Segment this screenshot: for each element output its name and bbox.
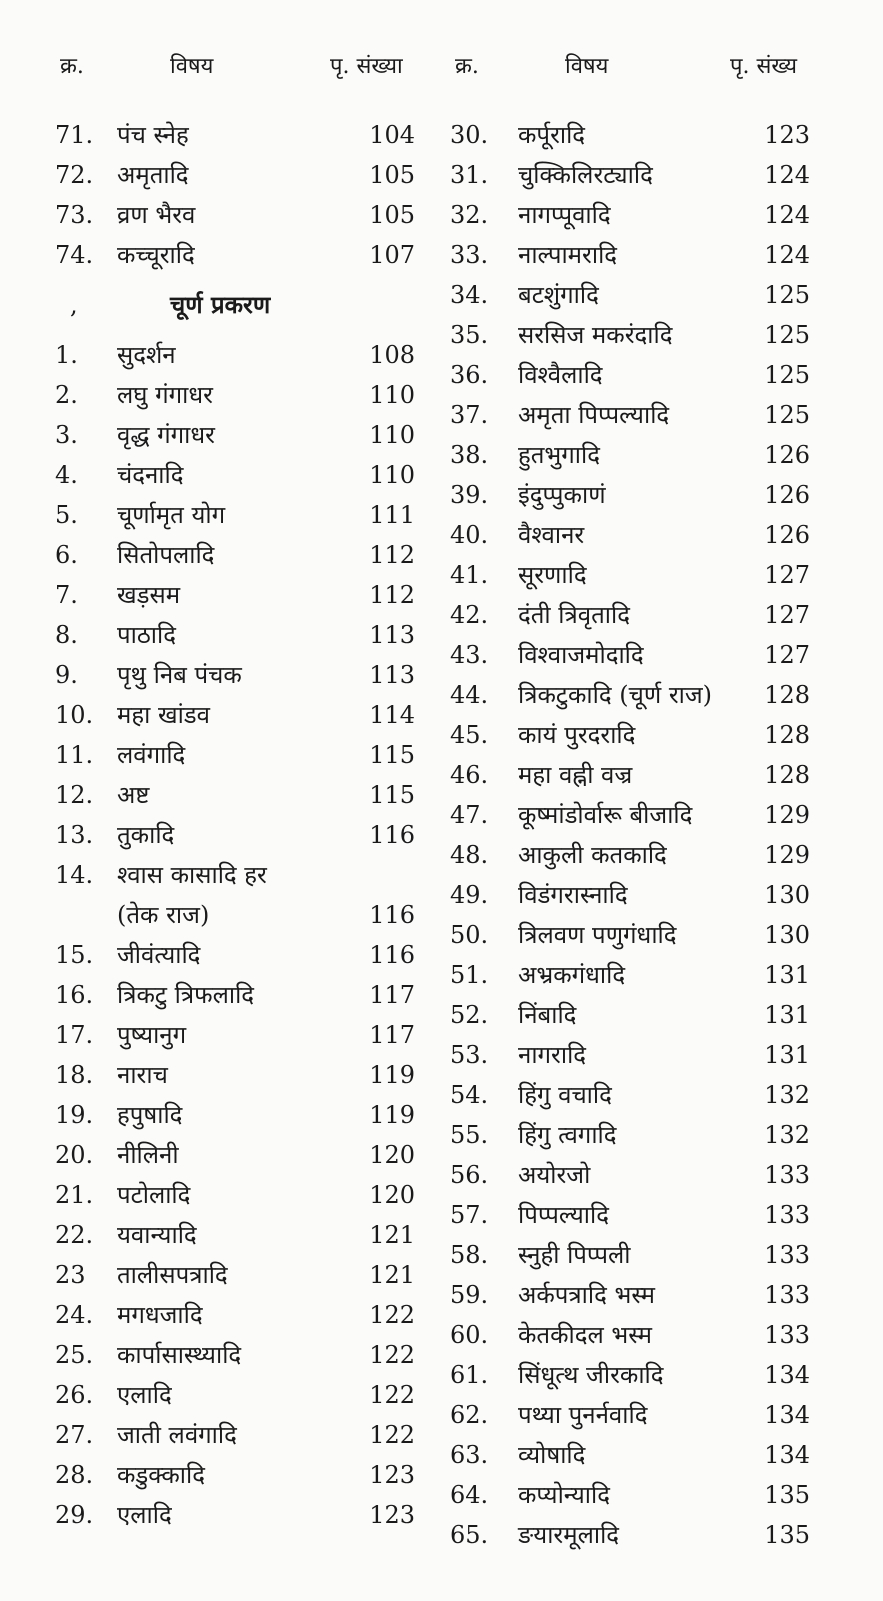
toc-entry <box>450 555 810 595</box>
entry-title: पुष्यानुग <box>117 1021 187 1049</box>
header-page-label: पृ. संख्य <box>730 54 797 79</box>
entry-number: 4. <box>55 461 78 489</box>
toc-entry <box>55 855 415 895</box>
entry-number: 40. <box>450 521 489 549</box>
toc-entry <box>450 1315 810 1355</box>
toc-entry <box>450 1115 810 1155</box>
entry-title: नागरादि <box>518 1041 587 1069</box>
toc-entry <box>55 1135 415 1175</box>
entry-page: 131 <box>764 1001 810 1029</box>
entry-title: खड़सम <box>117 581 181 609</box>
entry-number: 53. <box>450 1041 489 1069</box>
entry-page: 112 <box>369 581 415 609</box>
entry-title: विडंगरास्नादि <box>518 881 628 909</box>
toc-entry <box>450 435 810 475</box>
toc-entry <box>55 1415 415 1455</box>
entry-page: 122 <box>369 1421 415 1449</box>
entry-title: तालीसपत्रादि <box>117 1261 228 1289</box>
entry-title: मगधजादि <box>117 1301 203 1329</box>
entry-page: 125 <box>764 281 810 309</box>
entry-number: 37. <box>450 401 489 429</box>
toc-entry <box>55 415 415 455</box>
toc-entry <box>450 1475 810 1515</box>
toc-entry <box>450 755 810 795</box>
toc-entry <box>55 1055 415 1095</box>
entry-number: 56. <box>450 1161 489 1189</box>
entry-title: ङयारमूलादि <box>518 1521 620 1549</box>
entry-title: पटोलादि <box>117 1181 191 1209</box>
entry-title: सितोपलादि <box>117 541 215 569</box>
entry-number: 39. <box>450 481 489 509</box>
entry-page: 113 <box>369 661 415 689</box>
toc-entry <box>55 335 415 375</box>
entry-title: त्रिकटुकादि (चूर्ण राज) <box>518 681 713 709</box>
entry-number: 7. <box>55 581 78 609</box>
toc-entry <box>55 935 415 975</box>
entry-page: 119 <box>369 1101 415 1129</box>
entry-number: 29. <box>55 1501 94 1529</box>
entry-number: 24. <box>55 1301 94 1329</box>
entry-title: चुक्किलिरट्यादि <box>518 161 653 189</box>
entry-number: 28. <box>55 1461 94 1489</box>
entry-number: 14. <box>55 861 94 889</box>
entry-page: 123 <box>764 121 810 149</box>
entry-page: 122 <box>369 1301 415 1329</box>
entry-title: कडुक्कादि <box>117 1461 205 1489</box>
entry-page: 132 <box>764 1081 810 1109</box>
entry-number: 6. <box>55 541 78 569</box>
entry-page: 130 <box>764 881 810 909</box>
entry-page: 105 <box>369 201 415 229</box>
toc-entry <box>450 275 810 315</box>
toc-entry <box>450 1395 810 1435</box>
toc-entry <box>450 595 810 635</box>
entry-title: सरसिज मकरंदादि <box>518 321 673 349</box>
header-subject-label: विषय <box>170 54 214 79</box>
entry-page: 114 <box>369 701 415 729</box>
entry-page: 131 <box>764 961 810 989</box>
entry-number: 71. <box>55 121 94 149</box>
entry-title: जाती लवंगादि <box>117 1421 237 1449</box>
entry-number: , <box>70 291 78 319</box>
entry-title: अयोरजो <box>518 1161 591 1189</box>
entry-number: 42. <box>450 601 489 629</box>
toc-entry <box>55 975 415 1015</box>
toc-entry <box>450 1155 810 1195</box>
entry-title: हिंगु वचादि <box>518 1081 612 1109</box>
entry-title: बटशुंगादि <box>518 281 599 309</box>
entry-page: 116 <box>369 821 415 849</box>
entry-title: व्योषादि <box>518 1441 586 1469</box>
entry-page: 125 <box>764 321 810 349</box>
entry-page: 120 <box>369 1181 415 1209</box>
entry-number: 31. <box>450 161 489 189</box>
entry-page: 131 <box>764 1041 810 1069</box>
entry-page: 124 <box>764 241 810 269</box>
entry-page: 134 <box>764 1401 810 1429</box>
entry-number: 18. <box>55 1061 94 1089</box>
entry-title: तुकादि <box>117 821 175 849</box>
entry-number: 54. <box>450 1081 489 1109</box>
header-subject-label: विषय <box>565 54 609 79</box>
entry-page: 132 <box>764 1121 810 1149</box>
entry-title: हुतभुगादि <box>518 441 600 469</box>
entry-number: 15. <box>55 941 94 969</box>
entry-number: 57. <box>450 1201 489 1229</box>
toc-entry <box>450 875 810 915</box>
entry-title: अष्ट <box>117 781 150 809</box>
entry-page: 134 <box>764 1441 810 1469</box>
entry-page: 123 <box>369 1501 415 1529</box>
entry-number: 20. <box>55 1141 94 1169</box>
entry-number: 17. <box>55 1021 94 1049</box>
entry-title: लघु गंगाधर <box>117 381 213 409</box>
entry-title: पिप्पल्यादि <box>518 1201 609 1229</box>
entry-number: 38. <box>450 441 489 469</box>
entry-title: निंबादि <box>518 1001 577 1029</box>
toc-entry <box>55 735 415 775</box>
entry-title: कायं पुरदरादि <box>518 721 636 749</box>
toc-entry <box>450 115 810 155</box>
toc-entry <box>55 575 415 615</box>
toc-entry <box>55 1015 415 1055</box>
entry-title: नीलिनी <box>117 1141 179 1169</box>
toc-entry <box>450 395 810 435</box>
entry-title: कूष्मांडोर्वारू बीजादि <box>518 801 693 829</box>
entry-number: 22. <box>55 1221 94 1249</box>
header-page-label: पृ. संख्या <box>330 54 403 79</box>
entry-page: 104 <box>369 121 415 149</box>
entry-page: 119 <box>369 1061 415 1089</box>
toc-entry <box>55 1175 415 1215</box>
entry-number: 21. <box>55 1181 94 1209</box>
entry-page: 135 <box>764 1521 810 1549</box>
entry-title: (तेक राज) <box>117 901 210 929</box>
entry-title: कर्पूरादि <box>518 121 586 149</box>
toc-entry <box>55 615 415 655</box>
entry-page: 115 <box>369 741 415 769</box>
entry-title: पथ्या पुनर्नवादि <box>518 1401 648 1429</box>
toc-entry <box>450 1195 810 1235</box>
entry-title: कार्पासास्थ्यादि <box>117 1341 242 1369</box>
toc-entry <box>450 955 810 995</box>
toc-entry <box>55 535 415 575</box>
entry-title: चंदनादि <box>117 461 184 489</box>
entry-number: 48. <box>450 841 489 869</box>
entry-number: 36. <box>450 361 489 389</box>
entry-title: स्नुही पिप्पली <box>518 1241 631 1269</box>
entry-number: 61. <box>450 1361 489 1389</box>
toc-entry <box>55 775 415 815</box>
entry-page: 129 <box>764 801 810 829</box>
entry-title: अर्कपत्रादि भस्म <box>518 1281 656 1309</box>
entry-title: आकुली कतकादि <box>518 841 667 869</box>
entry-page: 122 <box>369 1341 415 1369</box>
entry-number: 72. <box>55 161 94 189</box>
entry-page: 110 <box>369 461 415 489</box>
entry-title: नाल्पामरादि <box>518 241 618 269</box>
toc-entry <box>55 1375 415 1415</box>
toc-entry <box>450 675 810 715</box>
entry-title: पृथु निब पंचक <box>117 661 242 689</box>
entry-title: हिंगु त्वगादि <box>518 1121 617 1149</box>
entry-number: 32. <box>450 201 489 229</box>
entry-number: 8. <box>55 621 78 649</box>
entry-page: 130 <box>764 921 810 949</box>
entry-title: विश्वैलादि <box>518 361 603 389</box>
toc-entry <box>450 1075 810 1115</box>
entry-title: सूरणादि <box>518 561 587 589</box>
entry-number: 64. <box>450 1481 489 1509</box>
entry-title: कच्चूरादि <box>117 241 195 269</box>
entry-number: 13. <box>55 821 94 849</box>
entry-page: 110 <box>369 381 415 409</box>
entry-page: 126 <box>764 521 810 549</box>
section-title: चूर्ण प्रकरण <box>170 290 271 319</box>
entry-number: 60. <box>450 1321 489 1349</box>
toc-entry <box>55 1295 415 1335</box>
toc-entry <box>55 815 415 855</box>
toc-entry <box>55 155 415 195</box>
entry-number: 10. <box>55 701 94 729</box>
toc-left-column <box>55 115 415 1535</box>
entry-page: 125 <box>764 361 810 389</box>
entry-number: 27. <box>55 1421 94 1449</box>
entry-title: पाठादि <box>117 621 176 649</box>
entry-page: 122 <box>369 1381 415 1409</box>
toc-entry <box>55 1095 415 1135</box>
entry-page: 110 <box>369 421 415 449</box>
entry-page: 129 <box>764 841 810 869</box>
toc-entry <box>450 1275 810 1315</box>
toc-entry <box>450 635 810 675</box>
toc-entry <box>55 455 415 495</box>
toc-right-column <box>450 115 810 1555</box>
entry-title: एलादि <box>117 1381 172 1409</box>
entry-page: 113 <box>369 621 415 649</box>
toc-entry <box>450 795 810 835</box>
entry-number: 51. <box>450 961 489 989</box>
entry-title: महा वह्नी वज्र <box>518 761 633 789</box>
entry-page: 107 <box>369 241 415 269</box>
toc-entry <box>55 1495 415 1535</box>
entry-title: पंच स्नेह <box>117 121 189 149</box>
toc-entry <box>450 1035 810 1075</box>
entry-title: जीवंत्यादि <box>117 941 201 969</box>
entry-number: 65. <box>450 1521 489 1549</box>
entry-title: वैश्वानर <box>518 521 585 549</box>
entry-page: 123 <box>369 1461 415 1489</box>
entry-title: श्वास कासादि हर <box>117 861 267 889</box>
entry-title: इंदुप्पुकाणं <box>518 481 606 509</box>
toc-entry <box>450 235 810 275</box>
entry-number: 11. <box>55 741 94 769</box>
entry-page: 126 <box>764 441 810 469</box>
toc-entry <box>450 1355 810 1395</box>
entry-page: 134 <box>764 1361 810 1389</box>
toc-entry <box>55 115 415 155</box>
entry-page: 117 <box>369 981 415 1009</box>
entry-title: महा खांडव <box>117 701 210 729</box>
entry-page: 124 <box>764 161 810 189</box>
entry-number: 25. <box>55 1341 94 1369</box>
entry-title: एलादि <box>117 1501 172 1529</box>
entry-page: 115 <box>369 781 415 809</box>
entry-title: दंती त्रिवृतादि <box>518 601 630 629</box>
entry-number: 62. <box>450 1401 489 1429</box>
entry-page: 133 <box>764 1281 810 1309</box>
entry-number: 63. <box>450 1441 489 1469</box>
toc-entry <box>55 895 415 935</box>
entry-title: वृद्ध गंगाधर <box>117 421 215 449</box>
toc-entry <box>450 515 810 555</box>
entry-page: 126 <box>764 481 810 509</box>
entry-number: 33. <box>450 241 489 269</box>
entry-page: 112 <box>369 541 415 569</box>
entry-page: 120 <box>369 1141 415 1169</box>
entry-number: 26. <box>55 1381 94 1409</box>
toc-entry <box>450 1235 810 1275</box>
toc-entry <box>450 1515 810 1555</box>
entry-number: 30. <box>450 121 489 149</box>
entry-number: 52. <box>450 1001 489 1029</box>
entry-number: 58. <box>450 1241 489 1269</box>
toc-entry <box>450 155 810 195</box>
entry-number: 2. <box>55 381 78 409</box>
toc-entry <box>450 715 810 755</box>
toc-entry <box>55 655 415 695</box>
entry-number: 74. <box>55 241 94 269</box>
toc-entry <box>55 1455 415 1495</box>
entry-number: 59. <box>450 1281 489 1309</box>
entry-page: 133 <box>764 1321 810 1349</box>
header-num-label: क्र. <box>455 54 479 79</box>
toc-entry <box>55 1335 415 1375</box>
entry-page: 128 <box>764 681 810 709</box>
entry-page: 135 <box>764 1481 810 1509</box>
entry-number: 50. <box>450 921 489 949</box>
entry-number: 44. <box>450 681 489 709</box>
entry-title: त्रिलवण पणुगंधादि <box>518 921 677 949</box>
entry-page: 116 <box>369 941 415 969</box>
entry-title: कप्योन्यादि <box>518 1481 610 1509</box>
header-num-label: क्र. <box>60 54 84 79</box>
entry-page: 108 <box>369 341 415 369</box>
entry-number: 43. <box>450 641 489 669</box>
entry-title: अमृतादि <box>117 161 189 189</box>
entry-title: विश्वाजमोदादि <box>518 641 644 669</box>
toc-entry <box>55 375 415 415</box>
entry-page: 105 <box>369 161 415 189</box>
toc-entry <box>450 995 810 1035</box>
toc-entry <box>450 915 810 955</box>
entry-page: 127 <box>764 601 810 629</box>
section-heading <box>55 275 415 335</box>
entry-number: 55. <box>450 1121 489 1149</box>
entry-number: 16. <box>55 981 94 1009</box>
entry-title: केतकीदल भस्म <box>518 1321 652 1349</box>
entry-number: 9. <box>55 661 78 689</box>
entry-title: हपुषादि <box>117 1101 183 1129</box>
entry-number: 19. <box>55 1101 94 1129</box>
entry-title: सुदर्शन <box>117 341 176 369</box>
toc-entry <box>55 195 415 235</box>
toc-entry <box>450 475 810 515</box>
entry-number: 12. <box>55 781 94 809</box>
toc-entry <box>450 835 810 875</box>
toc-entry <box>450 355 810 395</box>
entry-title: व्रण भैरव <box>117 201 196 229</box>
toc-entry <box>55 1215 415 1255</box>
entry-number: 49. <box>450 881 489 909</box>
toc-entry <box>450 315 810 355</box>
toc-entry <box>55 1255 415 1295</box>
entry-title: चूर्णामृत योग <box>117 501 226 529</box>
entry-page: 133 <box>764 1241 810 1269</box>
entry-number: 47. <box>450 801 489 829</box>
entry-page: 111 <box>369 501 415 529</box>
entry-title: त्रिकटु त्रिफलादि <box>117 981 255 1009</box>
entry-number: 45. <box>450 721 489 749</box>
entry-number: 73. <box>55 201 94 229</box>
entry-page: 127 <box>764 641 810 669</box>
entry-page: 133 <box>764 1201 810 1229</box>
entry-title: लवंगादि <box>117 741 186 769</box>
entry-number: 1. <box>55 341 78 369</box>
entry-page: 121 <box>369 1221 415 1249</box>
toc-entry <box>55 235 415 275</box>
entry-page: 128 <box>764 721 810 749</box>
entry-title: सिंधूत्थ जीरकादि <box>518 1361 664 1389</box>
entry-title: नागप्पूवादि <box>518 201 611 229</box>
entry-page: 127 <box>764 561 810 589</box>
entry-number: 5. <box>55 501 78 529</box>
entry-title: यवान्यादि <box>117 1221 197 1249</box>
entry-number: 3. <box>55 421 78 449</box>
entry-page: 124 <box>764 201 810 229</box>
entry-page: 128 <box>764 761 810 789</box>
entry-title: नाराच <box>117 1061 168 1089</box>
toc-entry <box>55 495 415 535</box>
entry-number: 46. <box>450 761 489 789</box>
entry-number: 34. <box>450 281 489 309</box>
entry-title: अभ्रकगंधादि <box>518 961 626 989</box>
entry-number: 35. <box>450 321 489 349</box>
entry-number: 41. <box>450 561 489 589</box>
toc-entry <box>450 195 810 235</box>
entry-title: अमृता पिप्पल्यादि <box>518 401 670 429</box>
entry-page: 117 <box>369 1021 415 1049</box>
entry-page: 125 <box>764 401 810 429</box>
toc-entry <box>55 695 415 735</box>
entry-page: 133 <box>764 1161 810 1189</box>
entry-page: 121 <box>369 1261 415 1289</box>
entry-number: 23 <box>55 1261 86 1289</box>
entry-page: 116 <box>369 901 415 929</box>
toc-entry <box>450 1435 810 1475</box>
